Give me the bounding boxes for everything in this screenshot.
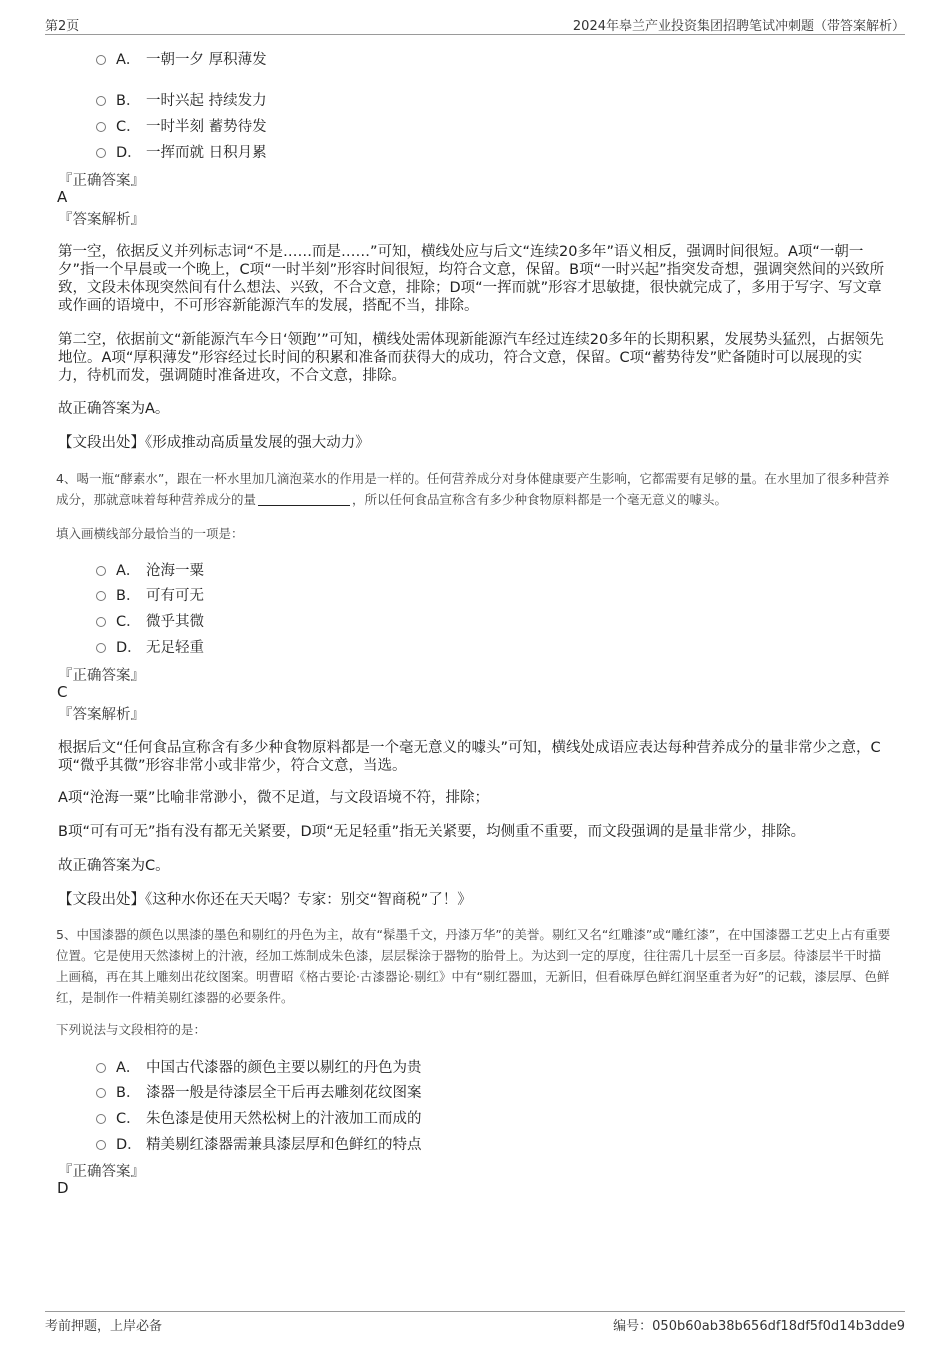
q4-answer: C — [57, 683, 68, 701]
q5-option-b[interactable]: B． 漆器一般是待漆层全干后再去雕刻花纹图案 — [96, 1081, 422, 1102]
q4-correct-label: 『正确答案』 — [58, 668, 145, 684]
radio-icon[interactable] — [96, 1063, 106, 1073]
q5-instruction: 下列说法与文段相符的是： — [56, 1022, 207, 1037]
q3-option-b[interactable]: B． 一时兴起 持续发力 — [96, 89, 267, 110]
q4-source: 【文段出处】《这种水你还在天天喝？专家：别交“智商税”了！》 — [58, 892, 472, 908]
q5-option-a[interactable]: A． 中国古代漆器的颜色主要以剔红的丹色为贵 — [96, 1056, 422, 1077]
q4-analysis-para-1: 根据后文“任何食品宣称含有多少种食物原料都是一个毫无意义的噱头”可知，横线处成语应表达每种营养成分的量非常少之意，C项“微乎其微”形容非常小或非常少，符合文意，当选。 — [58, 740, 881, 774]
q4-option-a[interactable]: A． 沧海一粟 — [96, 559, 204, 580]
q4-analysis-para-2: A项“沧海一粟”比喻非常渺小，微不足道，与文段语境不符，排除； — [58, 790, 489, 806]
page-header — [45, 14, 905, 35]
q4-option-d[interactable]: D． 无足轻重 — [96, 636, 204, 657]
page-number: 第2页 — [45, 19, 80, 34]
document-title: 2024年皋兰产业投资集团招聘笔试冲刺题（带答案解析） — [572, 19, 905, 34]
q3-option-a[interactable]: A． 一朝一夕 厚积薄发 — [96, 48, 267, 69]
radio-icon[interactable] — [96, 148, 106, 158]
q5-option-c[interactable]: C． 朱色漆是使用天然松树上的汁液加工而成的 — [96, 1107, 422, 1128]
fill-blank — [258, 493, 350, 506]
radio-icon[interactable] — [96, 1140, 106, 1150]
q4-instruction: 填入画横线部分最恰当的一项是： — [56, 526, 244, 541]
q5-answer: D — [57, 1179, 69, 1197]
q4-option-c[interactable]: C． 微乎其微 — [96, 610, 204, 631]
document-id: 编号：050b60ab38b656df18df5f0d14b3dde9 — [613, 1319, 905, 1334]
radio-icon[interactable] — [96, 591, 106, 601]
q3-conclusion: 故正确答案为A。 — [58, 401, 170, 417]
q3-analysis-label: 『答案解析』 — [58, 212, 145, 228]
q3-source: 【文段出处】《形成推动高质量发展的强大动力》 — [58, 435, 370, 451]
q3-option-c[interactable]: C． 一时半刻 蓄势待发 — [96, 115, 267, 136]
radio-icon[interactable] — [96, 617, 106, 627]
q5-stem: 5、中国漆器的颜色以黑漆的墨色和剔红的丹色为主，故有“髹墨千文，丹漆万华”的美誉。剔红又名“红雕漆”或“雕红漆”，在中国漆器工艺史上占有重要位置。它是使用天然漆树上的汁液，经加工炼制成朱色漆，层层髹涂于器物的胎骨上。为达到一定的厚度，往往需几十层至一百多层。待漆层半干时描上画稿，再在其上雕刻出花纹图案。明曹昭《格古要论·古漆器论·剔红》中有“剔红器皿，无新旧，但看硃厚色鲜红润坚重者为好”的记载，漆层厚、色鲜红，是制作一件精美剔红漆器的必要条件。 — [56, 927, 891, 1005]
q3-answer: A — [57, 188, 68, 206]
q3-analysis-para-1: 第一空，依据反义并列标志词“不是……而是……”可知，横线处应与后文“连续20多年”语义相反，强调时间很短。A项“一朝一夕”指一个早晨或一个晚上，C项“一时半刻”形容时间很短，均符合文意，保留。B项“一时兴起”指突发奇想，强调突然间的兴致所致，文段未体现突然间有什么想法、兴致，不合文意，排除；D项“一挥而就”形容才思敏捷，很快就完成了，多用于写字、写文章或作画的语境中，不可形容新能源汽车的发展，搭配不当，排除。 — [58, 244, 885, 314]
q3-correct-label: 『正确答案』 — [58, 173, 145, 189]
radio-icon[interactable] — [96, 96, 106, 106]
radio-icon[interactable] — [96, 566, 106, 576]
radio-icon[interactable] — [96, 643, 106, 653]
radio-icon[interactable] — [96, 1088, 106, 1098]
q5-correct-label: 『正确答案』 — [58, 1164, 145, 1180]
radio-icon[interactable] — [96, 122, 106, 132]
q4-analysis-para-3: B项“可有可无”指有没有都无关紧要，D项“无足轻重”指无关紧要，均侧重不重要，而文段强调的是量非常少，排除。 — [58, 824, 806, 840]
q4-analysis-label: 『答案解析』 — [58, 707, 145, 723]
q5-option-d[interactable]: D． 精美剔红漆器需兼具漆层厚和色鲜红的特点 — [96, 1133, 422, 1154]
q3-analysis-para-2: 第二空，依据前文“新能源汽车今日‘领跑’”可知，横线处需体现新能源汽车经过连续20多年的长期积累，发展势头猛烈，占据领先地位。A项“厚积薄发”形容经过长时间的积累和准备而获得大的成功，符合文意，保留。C项“蓄势待发”贮备随时可以展现的实力，待机而发，强调随时准备进攻，不合文意，排除。 — [58, 332, 884, 384]
page-footer — [45, 1311, 905, 1334]
q4-conclusion: 故正确答案为C。 — [58, 858, 170, 874]
q3-option-d[interactable]: D． 一挥而就 日积月累 — [96, 141, 267, 162]
q4-stem: 4、喝一瓶“酵素水”，跟在一杯水里加几滴泡菜水的作用是一样的。任何营养成分对身体健康要产生影响，它都需要有足够的量。在水里加了很多种营养成分，那就意味着每种营养成分的量 ，所以任何食品宣称含有多少种食物原料都是一个毫无意义的噱头。 — [56, 471, 890, 507]
radio-icon[interactable] — [96, 55, 106, 65]
radio-icon[interactable] — [96, 1114, 106, 1124]
q4-option-b[interactable]: B． 可有可无 — [96, 584, 204, 605]
footer-slogan: 考前押题，上岸必备 — [45, 1319, 163, 1334]
